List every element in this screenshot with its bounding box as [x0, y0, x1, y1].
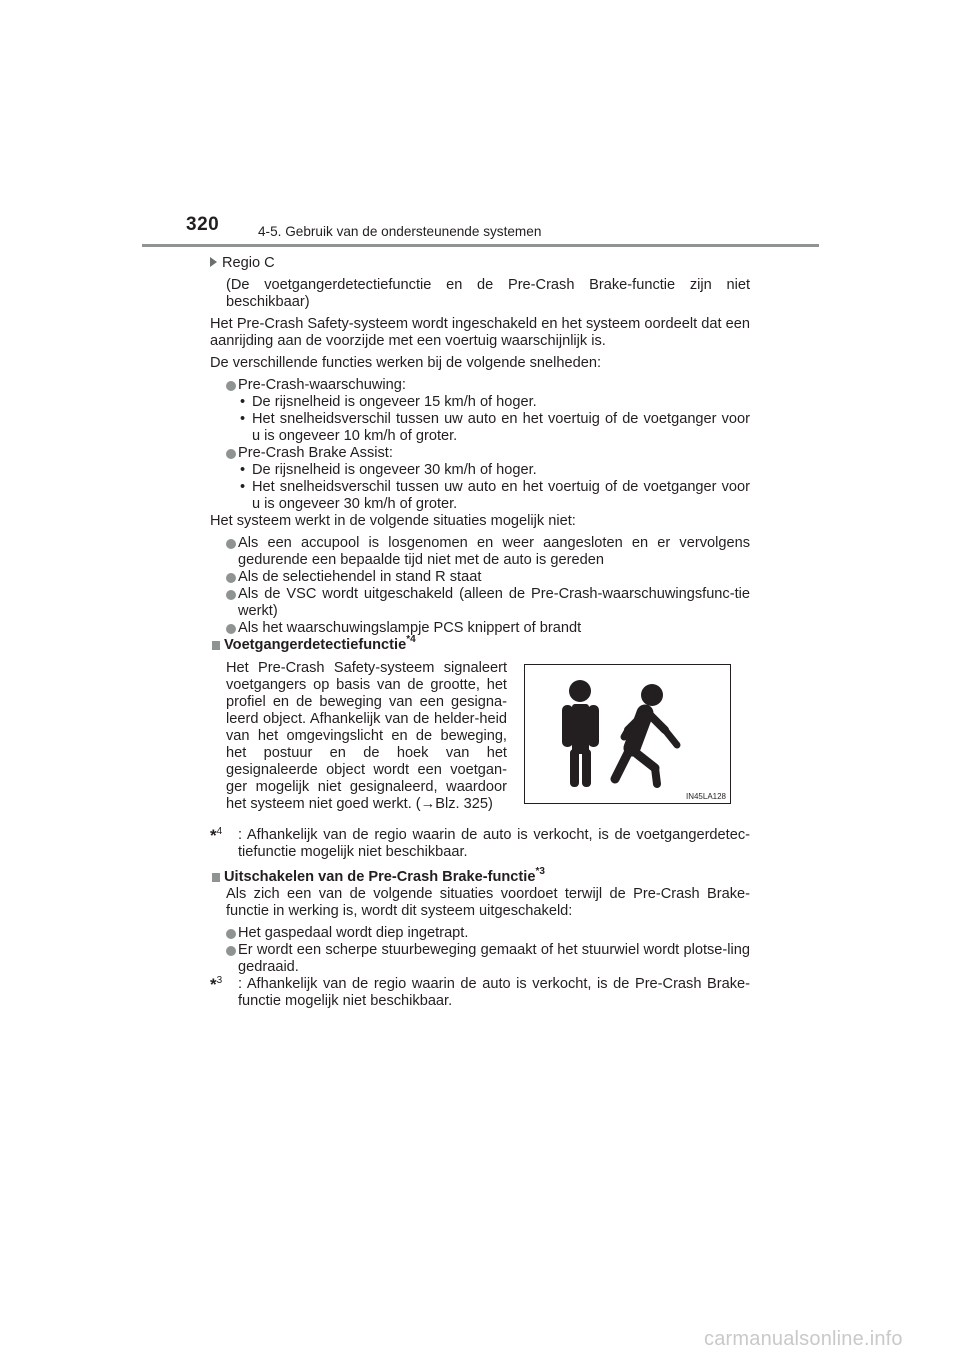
list-item: Er wordt een scherpe stuurbeweging gemaakt of het stuurwiel wordt plotse-ling gedraaid.: [210, 942, 750, 976]
list-item-brake-assist: Pre-Crash Brake Assist:: [210, 445, 750, 462]
pedestrian-figures-icon: [525, 665, 730, 803]
pedestrian-figure: [524, 664, 731, 804]
footnote-4: *$^4$ : Afhankelijk van de regio waarin de auto is verkocht, is de voetgangerdetec-tiefunctie mogelijk niet beschikbaar.: [210, 826, 750, 860]
region-c-label: Regio C: [210, 255, 750, 272]
list-item: Als de VSC wordt uitgeschakeld (alleen de Pre-Crash-waarschuwingsfunc-tie werkt): [210, 586, 750, 620]
pedestrian-text: Het Pre-Crash Safety-systeem signaleert voetgangers op basis van de grootte, het profiel en de beweging van een gesigna-leerd object. Afhankelijk van de helder-heid van het omgevingslicht en de beweging, het postuur en de hoek van het gesignaleerde object wordt een voetgan-ger mogelijk niet gesignaleerd, waardoor het systeem niet goed werkt. (→Blz. 325): [226, 660, 507, 812]
disable-heading: Uitschakelen van de Pre-Crash Brake-functie$^{*3}$: [210, 869, 750, 886]
list-item: Als het waarschuwingslampje PCS knippert of brandt: [210, 620, 750, 637]
header-divider: [142, 244, 819, 247]
watermark: carmanualsonline.info: [704, 1328, 903, 1350]
dot-bullet-icon: •: [240, 411, 246, 427]
region-c-text: (De voetgangerdetectiefunctie en de Pre-Crash Brake-functie zijn niet beschikbaar): [226, 277, 750, 310]
round-bullet-icon: [226, 381, 236, 391]
dot-bullet-icon: •: [240, 479, 246, 495]
triangle-bullet-icon: [210, 257, 217, 267]
round-bullet-icon: [226, 590, 236, 600]
round-bullet-icon: [226, 929, 236, 939]
not-working-intro: Het systeem werkt in de volgende situaties mogelijk niet:: [210, 513, 576, 529]
list-item-warning: Pre-Crash-waarschuwing:: [210, 377, 750, 394]
list-item: Het gaspedaal wordt diep ingetrapt.: [210, 925, 750, 942]
list-item: Als een accupool is losgenomen en weer aangesloten en er vervolgens gedurende een bepaalde tijd niet met de auto is gereden: [210, 535, 750, 569]
round-bullet-icon: [226, 449, 236, 459]
intro-paragraph: Het Pre-Crash Safety-systeem wordt ingeschakeld en het systeem oordeelt dat een aanrijding aan de voorzijde met een voertuig waarschijnlijk is.: [210, 316, 750, 349]
dot-bullet-icon: •: [240, 462, 246, 478]
round-bullet-icon: [226, 573, 236, 583]
square-bullet-icon: [212, 873, 220, 882]
square-bullet-icon: [212, 641, 220, 650]
pedestrian-heading: Voetgangerdetectiefunctie$^{*4}$: [210, 637, 750, 654]
sub-item: • De rijsnelheid is ongeveer 15 km/h of hoger.: [240, 394, 537, 410]
page-number: 320: [186, 214, 220, 235]
dot-bullet-icon: •: [240, 394, 246, 410]
sub-item: • De rijsnelheid is ongeveer 30 km/h of hoger.: [240, 462, 537, 478]
round-bullet-icon: [226, 624, 236, 634]
sub-item: • Het snelheidsverschil tussen uw auto en het voertuig of de voetganger voor u is ongeveer 10 km/h of groter.: [240, 411, 750, 444]
sub-item: • Het snelheidsverschil tussen uw auto en het voertuig of de voetganger voor u is ongeveer 30 km/h of groter.: [240, 479, 750, 512]
footnote-3: *$^3$ : Afhankelijk van de regio waarin de auto is verkocht, is de Pre-Crash Brake-functie mogelijk niet beschikbaar.: [210, 975, 750, 1009]
disable-intro: Als zich een van de volgende situaties voordoet terwijl de Pre-Crash Brake-functie in werking is, wordt dit systeem uitgeschakeld:: [226, 886, 750, 919]
page-content: [210, 255, 750, 1010]
section-title: 4-5. Gebruik van de ondersteunende systemen: [258, 224, 542, 239]
round-bullet-icon: [226, 946, 236, 956]
list-item: Als de selectiehendel in stand R staat: [210, 569, 750, 586]
round-bullet-icon: [226, 539, 236, 549]
speed-intro: De verschillende functies werken bij de volgende snelheden:: [210, 355, 602, 371]
pedestrian-section: [210, 660, 750, 813]
figure-code: IN45LA128: [685, 792, 726, 801]
